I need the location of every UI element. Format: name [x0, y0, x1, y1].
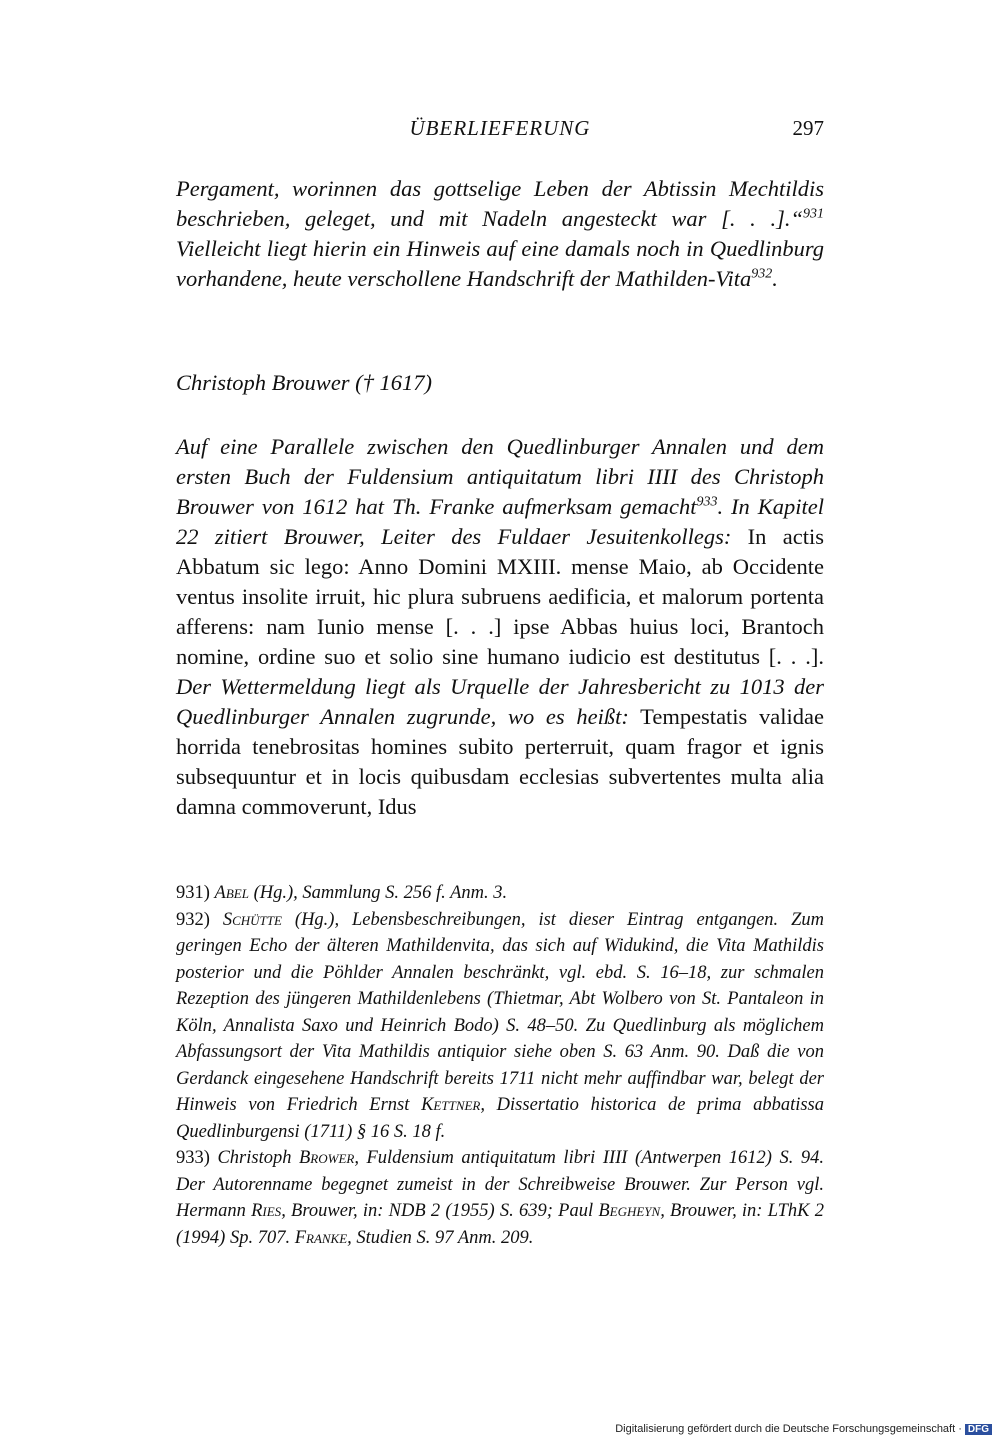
footnote-932 [176, 907, 824, 1146]
footnote-ref-933[interactable]: 933 [696, 494, 718, 510]
footnote-number: 931) [176, 883, 210, 903]
footnote-number: 933) [176, 1148, 210, 1168]
footnote-text: Christoph [217, 1148, 299, 1168]
paragraph-text: Pergament, worinnen das gottselige Leben der Abtissin Mechtildis beschrieben, geleget, und mit Nadeln angesteckt war [. . .].“ [176, 176, 824, 231]
dfg-logo: DFG [965, 1424, 992, 1435]
footnote-text: (Hg.), Lebensbeschreibungen, ist dieser Eintrag entgangen. Zum geringen Echo der älteren Mathildenvita, das sich auf Widukind, die Vita Mathildis posterior und die Pöhlder Annalen beschränkt, vgl. ebd. S. 16–18, zur schmalen Rezeption des jüngeren Mathildenlebens (Thietmar, Abt Wolbero von St. Pantaleon in Köln, Annalista Saxo und Heinrich Bodo) S. 48–50. Zu Quedlinburg als möglichem Abfassungsort der Vita Mathildis antiquior siehe oben S. 63 Anm. 90. Daß die von Gerdanck eingesehene Handschrift bereits 1711 nicht mehr auffindbar war, belegt der Hinweis von Friedrich Ernst [176, 909, 824, 1115]
paragraph-text: Vielleicht liegt hierin ein Hinweis auf eine damals noch in Quedlinburg vorhandene, heute verschollene Handschrift der Mathilden-Vita [176, 236, 824, 291]
paragraph-text: Auf eine Parallele zwischen den Quedlinburger Annalen und dem ersten Buch der Fuldensium antiquitatum libri IIII des Christoph Brouwer von 1612 hat Th. Franke aufmerksam gemacht [176, 434, 824, 519]
footnote-text: , Brouwer, in: LThK 2 (1994) Sp. 707. [176, 1201, 824, 1248]
latin-quote: Tempestatis validae horrida tenebrositas homines subito perterruit, quam fragor et ignis subsequuntur et in locis quibusdam ecclesias subvertentes multa alia damna commoverunt, Idus [176, 704, 824, 819]
section-heading: Christoph Brouwer († 1617) [176, 370, 433, 395]
page-number: 297 [792, 116, 824, 140]
paragraph-brouwer [176, 432, 824, 822]
footnote-ref-931[interactable]: 931 [803, 206, 824, 222]
running-header [176, 116, 824, 146]
paragraph-text: . In Kapitel 22 zitiert Brouwer, Leiter des Fuldaer Jesuitenkollegs: [176, 494, 824, 549]
author-name: Begheyn [598, 1201, 661, 1221]
footnote-text: , Studien S. 97 Anm. 209. [347, 1227, 534, 1248]
footnote-text: (Hg.), Sammlung S. 256 f. Anm. 3. [248, 883, 508, 903]
footnote-931 [176, 880, 824, 907]
digitization-credit [615, 1423, 992, 1435]
footnote-text: , Dissertatio historica de prima abbatissa Quedlinburgensi (1711) § 16 S. 18 f. [176, 1095, 825, 1142]
footnote-number: 932) [176, 909, 210, 930]
running-title: ÜBERLIEFERUNG [409, 116, 591, 140]
paragraph-text: Der Wettermeldung liegt als Urquelle der Jahresbericht zu 1013 der Quedlinburger Annalen zugrunde, wo es heißt: [176, 674, 824, 729]
credit-text: Digitalisierung gefördert durch die Deutsche Forschungsgemeinschaft · [615, 1423, 962, 1435]
footnote-text: , Brouwer, in: NDB 2 (1955) S. 639; Paul [281, 1201, 599, 1221]
author-name: Schütte [222, 909, 282, 930]
author-name: Franke [294, 1227, 348, 1248]
author-name: Brower [299, 1148, 355, 1168]
author-name: Ries [251, 1201, 282, 1221]
author-name: Kettner [421, 1095, 481, 1115]
paragraph-text: . [772, 266, 778, 291]
author-name: Abel [214, 883, 249, 903]
footnotes [176, 880, 824, 1251]
footnote-ref-932[interactable]: 932 [751, 266, 773, 282]
footnote-933 [176, 1145, 824, 1251]
footnote-text: , Fuldensium antiquitatum libri IIII (Antwerpen 1612) S. 94. Der Autorenname begegnet zumeist in der Schreibweise Brouwer. Zur Person vgl. Hermann [176, 1148, 825, 1221]
paragraph-intro [176, 174, 824, 294]
latin-quote: In actis Abbatum sic lego: Anno Domini MXIII. mense Maio, ab Occidente ventus insolite irruit, hic plura subruens aedificia, et malorum portenta afferens: nam Iunio mense [. . .] ipse Abbas huius loci, Brantoch nomine, ordine suo et solio sine humano iudicio est destitutus [. . .]. [176, 524, 825, 669]
